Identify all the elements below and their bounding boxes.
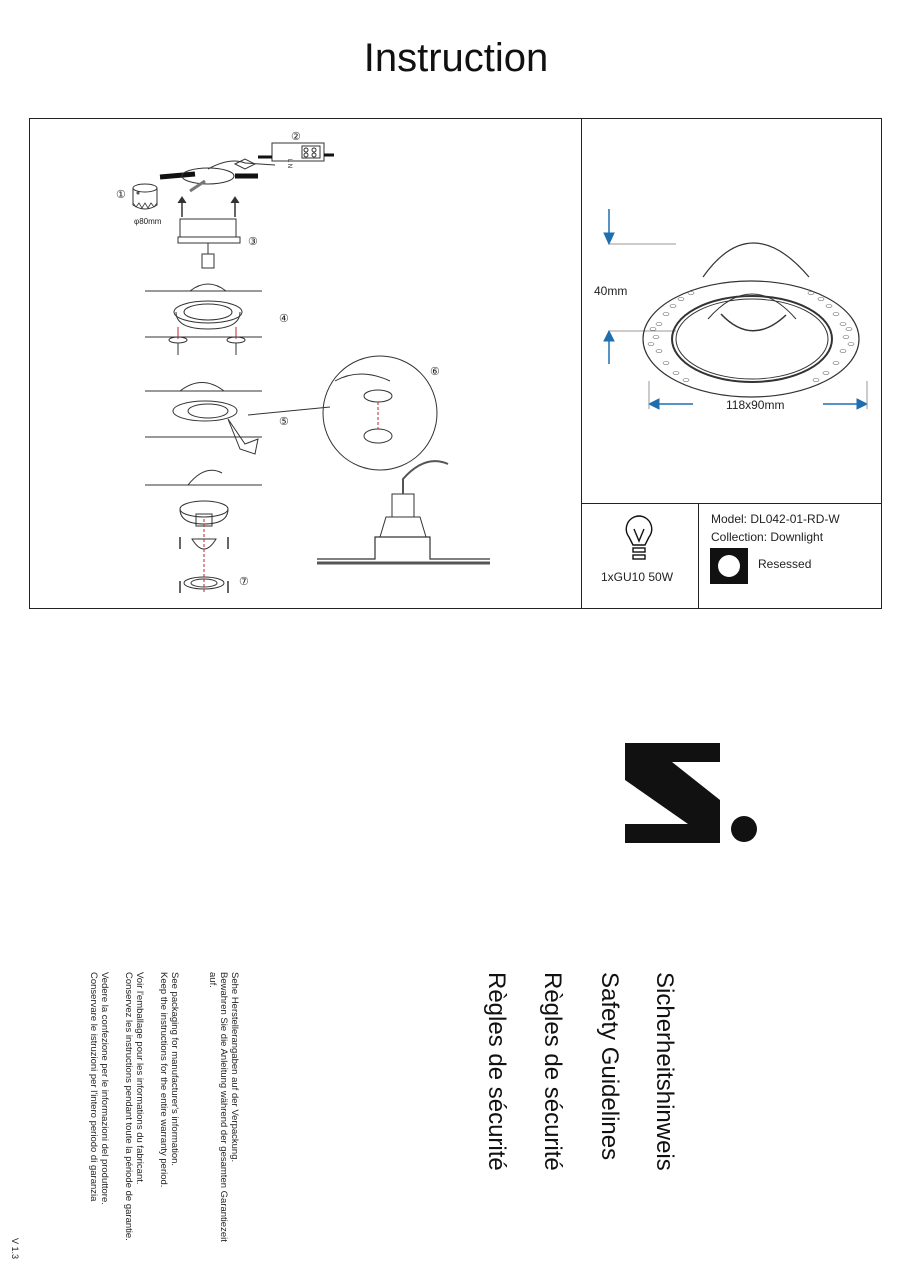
version-label: V 1.3 <box>10 1238 20 1260</box>
bulb-icon <box>622 513 656 565</box>
safety-heading-fr: Règles de sécurité <box>539 972 566 1171</box>
safety-note-en: See packaging for manufacturer's information. Keep the instructions for the entire warranty period. <box>158 972 180 1188</box>
safety-heading-en: Safety Guidelines <box>596 972 623 1161</box>
safety-note-de: Sehe Herstellerangaben auf der Verpackung. Bewahren Sie die Anleitung während der gesamten Garantiezeit auf. <box>207 972 240 1242</box>
dimension-drawing <box>581 119 881 502</box>
cutout-part <box>133 184 157 209</box>
step-2-label: ② <box>291 131 301 143</box>
step-4-label: ④ <box>279 313 289 325</box>
safety-heading-it: Règles de sécurité <box>483 972 510 1171</box>
cutout-diameter: φ80mm <box>134 217 162 226</box>
terminal-letters: L N <box>286 159 292 169</box>
installation-diagram <box>30 119 580 608</box>
brand-logo <box>620 740 760 845</box>
safety-note-fr: Voir l'emballage pour les informations du fabricant. Conservez les instructions pendant toute la période de garantie. <box>123 972 145 1241</box>
step-labels <box>116 131 440 588</box>
page-title: Instruction <box>363 36 549 80</box>
height-dimension: 40mm <box>594 284 628 298</box>
step-7-label: ⑦ <box>239 576 249 588</box>
step-3-label: ③ <box>248 236 258 248</box>
step-5-label: ⑤ <box>279 416 289 428</box>
bulb-spec: 1xGU10 50W <box>601 570 674 584</box>
safety-heading-de: Sicherheitshinweis <box>651 972 678 1171</box>
size-dimension: 118x90mm <box>726 398 785 412</box>
recessed-icon <box>710 548 748 584</box>
mount-type: Resessed <box>758 557 812 571</box>
frame-divider-horizontal <box>581 503 881 504</box>
step-6-label: ⑥ <box>430 366 440 378</box>
model-number: Model: DL042-01-RD-W <box>711 512 840 526</box>
spec-divider <box>698 503 699 608</box>
step-1-label: ① <box>116 189 126 201</box>
safety-note-it: Vedere la confezione per le informazioni del produttore. Conservare le istruzioni per l'intero periodo di garanzia <box>88 972 110 1205</box>
collection-name: Collection: Downlight <box>711 530 824 544</box>
